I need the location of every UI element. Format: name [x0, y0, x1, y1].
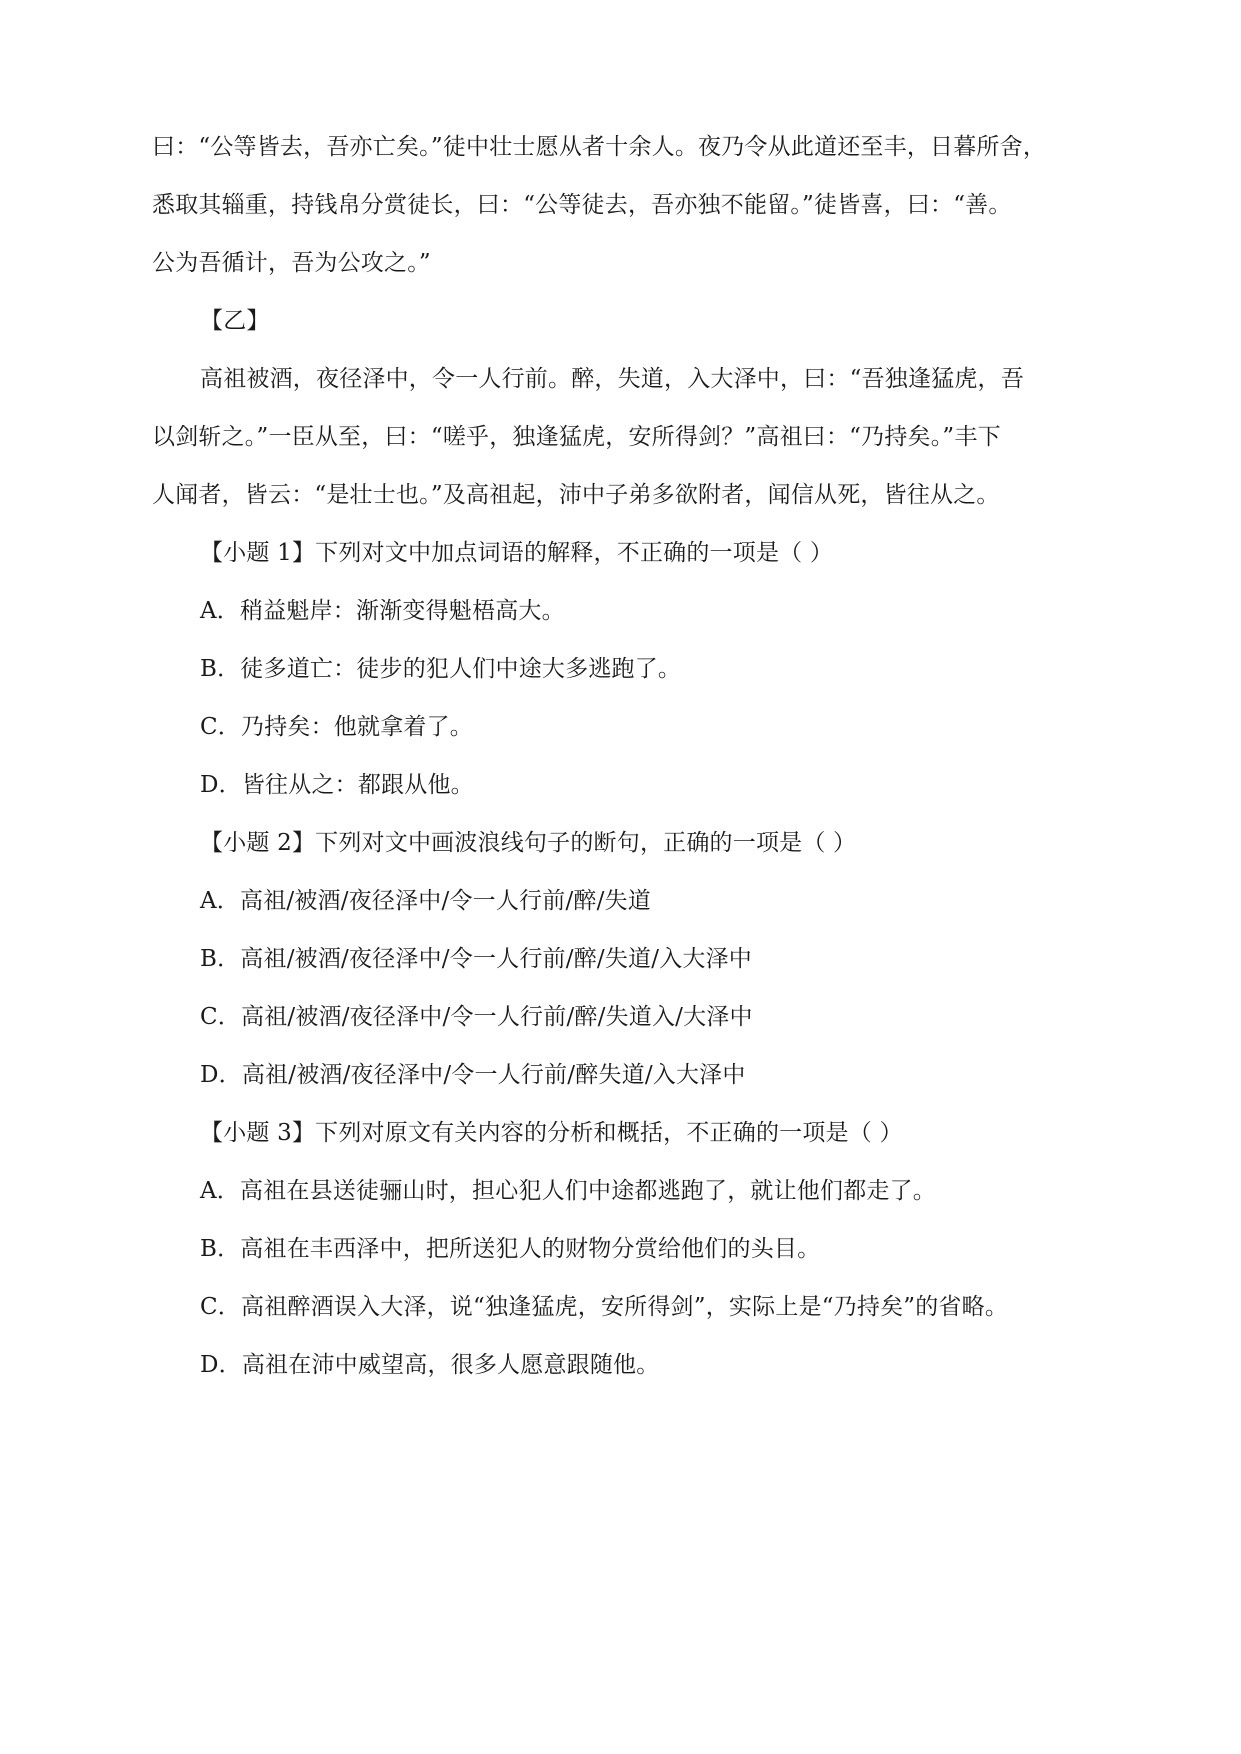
question-1-stem: 【小题 1】下列对文中加点词语的解释，不正确的一项是（ ）	[200, 540, 834, 566]
question-2-option-a: A．高祖/被酒/夜径泽中/令一人行前/醉/失道	[200, 888, 651, 914]
question-3-option-d: D．高祖在沛中威望高，很多人愿意跟随他。	[200, 1352, 660, 1378]
question-3-option-c: C．高祖醉酒误入大泽，说“独逢猛虎，安所得剑”，实际上是“乃持矣”的省略。	[200, 1294, 1009, 1320]
question-2-option-b: B．高祖/被酒/夜径泽中/令一人行前/醉/失道/入大泽中	[200, 946, 752, 972]
passage-yi-heading: 【乙】	[200, 308, 270, 334]
passage-jia-line-3: 公为吾循计，吾为公攻之。”	[152, 250, 431, 276]
question-3-stem: 【小题 3】下列对原文有关内容的分析和概括，不正确的一项是（ ）	[200, 1120, 903, 1146]
question-3-option-a: A．高祖在县送徒骊山时，担心犯人们中途都逃跑了，就让他们都走了。	[200, 1178, 937, 1204]
question-1-option-d: D．皆往从之：都跟从他。	[200, 772, 474, 798]
question-1-option-b: B．徒多道亡：徒步的犯人们中途大多逃跑了。	[200, 656, 682, 682]
passage-yi-line-3: 人闻者，皆云：“是壮士也。”及高祖起，沛中子弟多欲附者，闻信从死，皆往从之。	[152, 482, 1000, 508]
question-3-option-b: B．高祖在丰西泽中，把所送犯人的财物分赏给他们的头目。	[200, 1236, 821, 1262]
passage-jia-line-1: 曰：“公等皆去，吾亦亡矣。”徒中壮士愿从者十余人。夜乃令从此道还至丰，日暮所舍，	[152, 134, 1047, 160]
passage-yi-line-1: 高祖被酒，夜径泽中，令一人行前。醉，失道，入大泽中，曰：“吾独逢猛虎，吾	[200, 366, 1024, 392]
passage-yi-line-2: 以剑斩之。”一臣从至，曰：“嗟乎，独逢猛虎，安所得剑？”高祖曰：“乃持矣。”丰下	[152, 424, 1001, 450]
question-1-option-a: A．稍益魁岸：渐渐变得魁梧高大。	[200, 598, 565, 624]
question-2-option-c: C．高祖/被酒/夜径泽中/令一人行前/醉/失道入/大泽中	[200, 1004, 753, 1030]
question-1-option-c: C．乃持矣：他就拿着了。	[200, 714, 473, 740]
passage-jia-line-2: 悉取其辎重，持钱帛分赏徒长，曰：“公等徒去，吾亦独不能留。”徒皆喜，曰：“善。	[152, 192, 1012, 218]
question-2-stem: 【小题 2】下列对文中画波浪线句子的断句，正确的一项是（ ）	[200, 830, 857, 856]
question-2-option-d: D．高祖/被酒/夜径泽中/令一人行前/醉失道/入大泽中	[200, 1062, 746, 1088]
